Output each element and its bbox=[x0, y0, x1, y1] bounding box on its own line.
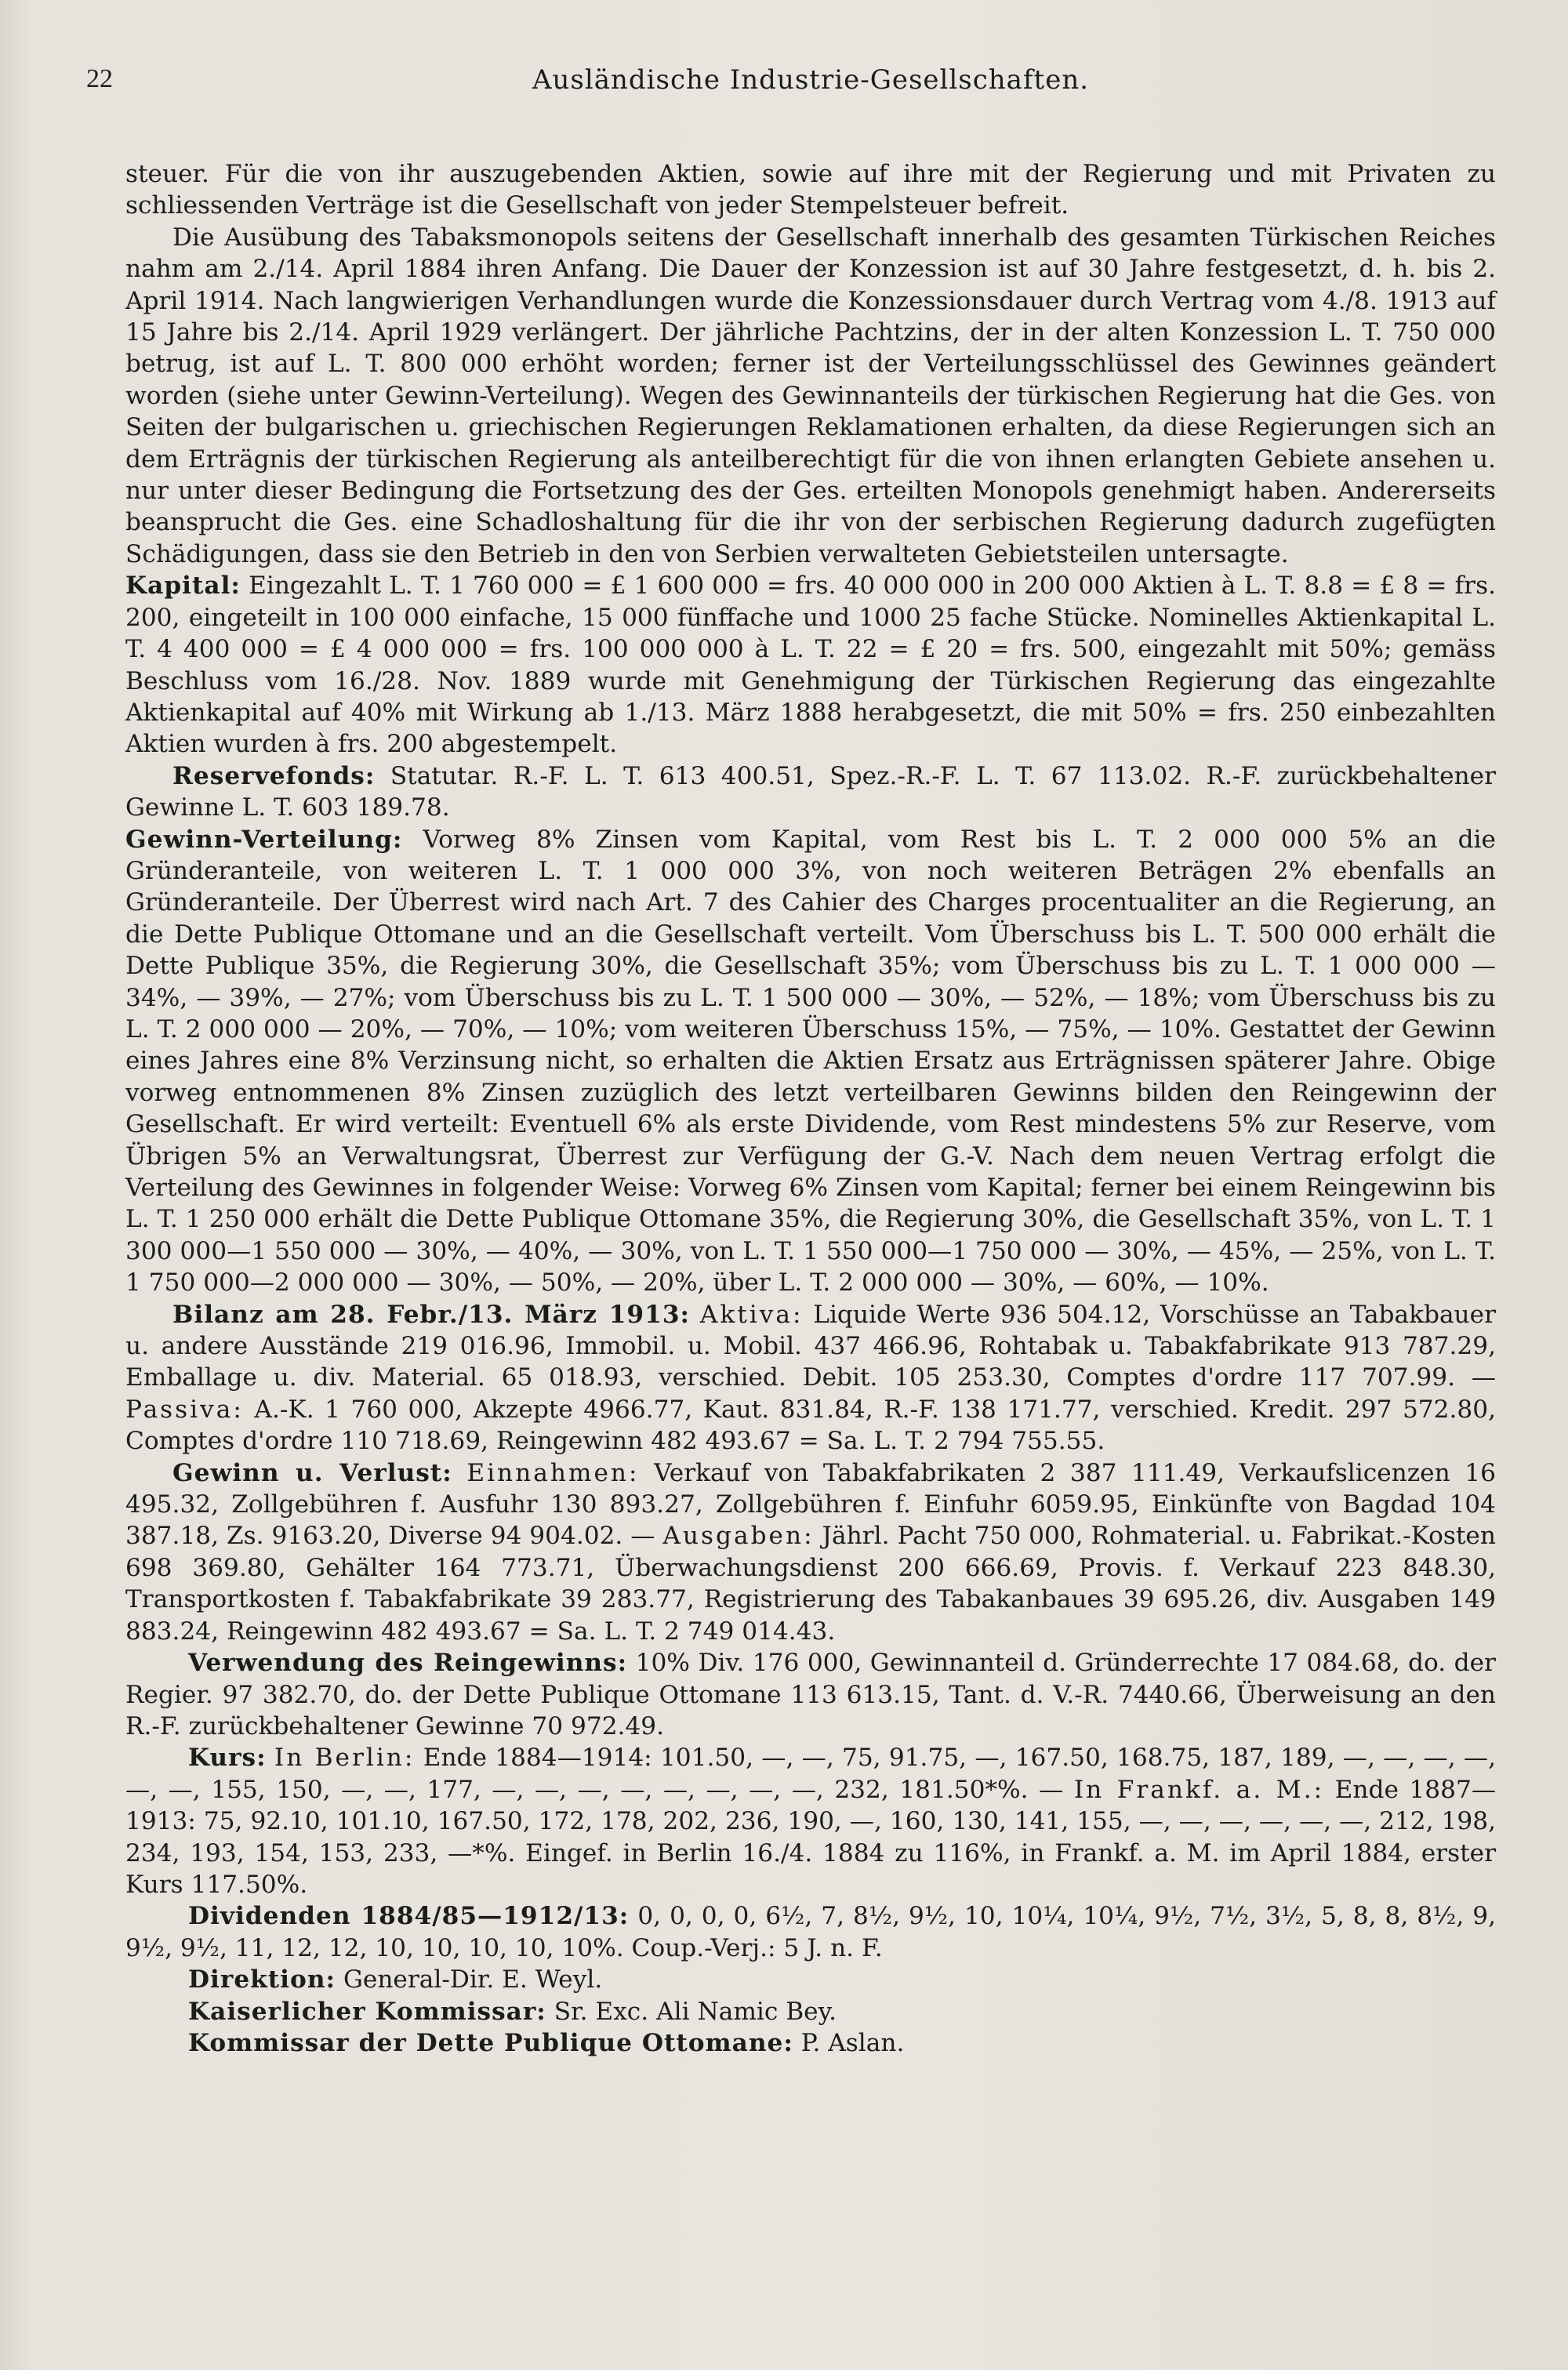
reserve-label: Reservefonds: bbox=[172, 761, 376, 790]
bilanz-passiva-text: A.-K. 1 760 000, Akzepte 4966.77, Kaut. 831.84, R.-F. 138 171.77, verschied. Kredit. 297 572.80, Comptes d'ordre 110 718.69, Reingewinn 482 493.67 = Sa. L. T. 2 794 755.55. bbox=[125, 1395, 1496, 1456]
bilanz-passiva-label: Passiva: bbox=[125, 1395, 244, 1424]
page-number: 22 bbox=[86, 64, 113, 93]
page-header bbox=[86, 64, 1496, 111]
verwendung-text: 10% Div. 176 000, Gewinnanteil d. Gründerrechte 17 084.68, do. der Regier. 97 382.70, do. der Dette Publique Ottomane 113 613.15, Tant. d. V.-R. 7440.66, Überweisung an den R.-F. zurückbehaltener Gewinne 70 972.49. bbox=[125, 1649, 1496, 1740]
dividenden-section bbox=[125, 1900, 1496, 1964]
kurs-section bbox=[125, 1742, 1496, 1900]
einnahmen-label: Einnahmen: bbox=[466, 1458, 640, 1487]
kurs-label: Kurs: bbox=[188, 1744, 267, 1773]
reserve-text: Statutar. R.-F. L. T. 613 400.51, Spez.-R.-F. L. T. 67 113.02. R.-F. zurückbehaltener Gewinne L. T. 603 189.78. bbox=[125, 761, 1496, 822]
verwendung-section bbox=[125, 1647, 1496, 1742]
dette-kommissar-text: P. Aslan. bbox=[800, 2028, 905, 2057]
gewinn-verteilung-text: Vorweg 8% Zinsen vom Kapital, vom Rest bis L. T. 2 000 000 5% an die Gründeranteile, von weiteren L. T. 1 000 000 3%, von noch weiteren Beträgen 2% ebenfalls an Gründeranteile. Der Überrest wird nach Art. 7 des Cahier des Charges procentualiter an die Regierung, an die Dette Publique Ottomane und an die Gesellschaft verteilt. Vom Überschuss bis L. T. 500 000 erhält die Dette Publique 35%, die Regierung 30%, die Gesellschaft 35%; vom Überschuss bis zu L. T. 1 000 000 — 34%, — 39%, — 27%; vom Überschuss bis zu L. T. 1 500 000 — 30%, — 52%, — 18%; vom Überschuss bis zu L. T. 2 000 000 — 20%, — 70%, — 10%; vom weiteren Überschuss 15%, — 75%, — 10%. Gestattet der Gewinn eines Jahres eine 8% Verzinsung nicht, so erhalten die Aktien Ersatz aus Erträgnissen späterer Jahre. Obige vorweg entnommenen 8% Zinsen zuzüglich des letzt verteilbaren Gewinns bilden den Reingewinn der Gesellschaft. Er wird verteilt: Eventuell 6% als erste Dividende, vom Rest mindestens 5% zur Reserve, vom Übrigen 5% an Verwaltungsrat, Überrest zur Verfügung der G.-V. Nach dem neuen Vertrag erfolgt die Verteilung des Gewinnes in folgender Weise: Vorweg 6% Zinsen vom Kapital; ferner bei einem Reingewinn bis L. T. 1 250 000 erhält die Dette Publique Ottomane 35%, die Regierung 30%, die Gesellschaft 35%, von L. T. 1 300 000—1 550 000 — 30%, — 40%, — 30%, von L. T. 1 550 000—1 750 000 — 30%, — 45%, — 25%, von L. T. 1 750 000—2 000 000 — 30%, — 50%, — 20%, über L. T. 2 000 000 — 30%, — 60%, — 10%. bbox=[125, 825, 1496, 1298]
page-body bbox=[125, 158, 1496, 2059]
reserve-section bbox=[125, 760, 1496, 824]
kurs-frankf-text: Ende 1887—1913: 75, 92.10, 101.10, 167.50, 172, 178, 202, 236, 190, —, 160, 130, 141, 155, —, —, —, —, —, —, 212, 198, 234, 193, 154, 153, 233, —*%. Eingef. in Berlin 16./4. 1884 zu 116%, in Frankf. a. M. im April 1884, erster Kurs 117.50%. bbox=[125, 1775, 1497, 1899]
bilanz-label: Bilanz am 28. Febr./13. März 1913: bbox=[172, 1300, 691, 1329]
bilanz-aktiva-text: Liquide Werte 936 504.12, Vorschüsse an Tabakbauer u. andere Ausstände 219 016.96, Immobil. u. Mobil. 437 466.96, Rohtabak u. Tabakfabrikate 913 787.29, Emballage u. div. Material. 65 018.93, verschied. Debit. 105 253.30, Comptes d'ordre 117 707.99. — bbox=[125, 1300, 1497, 1392]
gewinn-verteilung-section bbox=[125, 824, 1496, 1299]
bilanz-aktiva-label: Aktiva: bbox=[699, 1300, 804, 1329]
direktion-label: Direktion: bbox=[188, 1965, 336, 1994]
ausgaben-label: Ausgaben: bbox=[662, 1522, 815, 1551]
bilanz-section bbox=[125, 1299, 1496, 1457]
direktion-section bbox=[125, 1964, 1496, 1995]
running-title: Ausländische Industrie-Gesellschaften. bbox=[532, 64, 1090, 96]
einnahmen-text: Verkauf von Tabakfabrikaten 2 387 111.49, Verkaufslicenzen 16 495.32, Zollgebühren f. Ausfuhr 130 893.27, Zollgebühren f. Einfuhr 6059.95, Einkünfte von Bagdad 104 387.18, Zs. 9163.20, Diverse 94 904.02. — bbox=[125, 1458, 1496, 1551]
dividenden-text: 0, 0, 0, 0, 6½, 7, 8½, 9½, 10, 10¼, 10¼, 9½, 7½, 3½, 5, 8, 8, 8½, 9, 9½, 9½, 11, 12, 12, 10, 10, 10, 10, 10%. Coup.-Verj.: 5 J. n. F. bbox=[125, 1902, 1496, 1962]
kommissar-section bbox=[125, 1996, 1496, 2027]
kurs-frankf-label: In Frankf. a. M.: bbox=[1073, 1775, 1325, 1804]
gewinn-verteilung-label: Gewinn-Verteilung: bbox=[125, 825, 403, 854]
direktion-text: General-Dir. E. Weyl. bbox=[343, 1965, 603, 1994]
kommissar-text: Sr. Exc. Ali Namic Bey. bbox=[554, 1997, 837, 2026]
verwendung-label: Verwendung des Reingewinns: bbox=[188, 1649, 628, 1678]
kapital-text: Eingezahlt L. T. 1 760 000 = £ 1 600 000 = frs. 40 000 000 in 200 000 Aktien à L. T. 8.8 = £ 8 = frs. 200, eingeteilt in 100 000 einfache, 15 000 fünffache und 1000 25 fache Stücke. Nominelles Aktienkapital L. T. 4 400 000 = £ 4 000 000 = frs. 100 000 000 à L. T. 22 = £ 20 = frs. 500, eingezahlt mit 50%; gemäss Beschluss vom 16./28. Nov. 1889 wurde mit Genehmigung der Türkischen Regierung das eingezahlte Aktienkapital auf 40% mit Wirkung ab 1./13. März 1888 herabgesetzt, die mit 50% = frs. 250 einbezahlten Aktien wurden à frs. 200 abgestempelt. bbox=[125, 572, 1496, 759]
kapital-label: Kapital: bbox=[125, 572, 241, 601]
kapital-section bbox=[125, 570, 1496, 760]
gewinn-verlust-label: Gewinn u. Verlust: bbox=[172, 1458, 452, 1487]
kurs-berlin-text: Ende 1884—1914: 101.50, —, —, 75, 91.75, —, 167.50, 168.75, 187, 189, —, —, —, —, —, —, 155, 150, —, —, 177, —, —, —, —, —, —, —, —, 232, 181.50*%. — bbox=[125, 1744, 1496, 1804]
gewinn-verlust-section bbox=[125, 1457, 1496, 1647]
dette-kommissar-label: Kommissar der Dette Publique Ottomane: bbox=[188, 2028, 793, 2057]
monopoly-paragraph: Die Ausübung des Tabaksmonopols seitens der Gesellschaft innerhalb des gesamten Türkischen Reiches nahm am 2./14. April 1884 ihren Anfang. Die Dauer der Konzession ist auf 30 Jahre festgesetzt, d. h. bis 2. April 1914. Nach langwierigen Verhandlungen wurde die Konzessionsdauer durch Vertrag vom 4./8. 1913 auf 15 Jahre bis 2./14. April 1929 verlängert. Der jährliche Pachtzins, der in der alten Konzession L. T. 750 000 betrug, ist auf L. T. 800 000 erhöht worden; ferner ist der Verteilungsschlüssel des Gewinnes geändert worden (siehe unter Gewinn-Verteilung). Wegen des Gewinnanteils der türkischen Regierung hat die Ges. von Seiten der bulgarischen u. griechischen Regierungen Reklamationen erhalten, da diese Regierungen sich an dem Erträgnis der türkischen Regierung als anteilberechtigt für die von ihnen erlangten Gebiete ansehen u. nur unter dieser Bedingung die Fortsetzung des der Ges. erteilten Monopols genehmigt haben. Andererseits beansprucht die Ges. eine Schadloshaltung für die ihr von der serbischen Regierung dadurch zugefügten Schädigungen, dass sie den Betrieb in den von Serbien verwalteten Gebietsteilen untersagte. bbox=[125, 223, 1496, 568]
intro-paragraph: steuer. Für die von ihr auszugebenden Aktien, sowie auf ihre mit der Regierung und mit Privaten zu schliessenden Verträge ist die Gesellschaft von jeder Stempelsteuer befreit. bbox=[125, 160, 1496, 220]
kurs-berlin-label: In Berlin: bbox=[274, 1744, 416, 1773]
ausgaben-text: Jährl. Pacht 750 000, Rohmaterial. u. Fabrikat.-Kosten 698 369.80, Gehälter 164 773.71, Überwachungsdienst 200 666.69, Provis. f. Verkauf 223 848.30, Transportkosten f. Tabakfabrikate 39 283.77, Registrierung des Tabakanbaues 39 695.26, div. Ausgaben 149 883.24, Reingewinn 482 493.67 = Sa. L. T. 2 749 014.43. bbox=[125, 1522, 1496, 1646]
dividenden-label: Dividenden 1884/85—1912/13: bbox=[188, 1902, 630, 1931]
dette-kommissar-section bbox=[125, 2027, 1496, 2059]
kommissar-label: Kaiserlicher Kommissar: bbox=[188, 1997, 546, 2026]
